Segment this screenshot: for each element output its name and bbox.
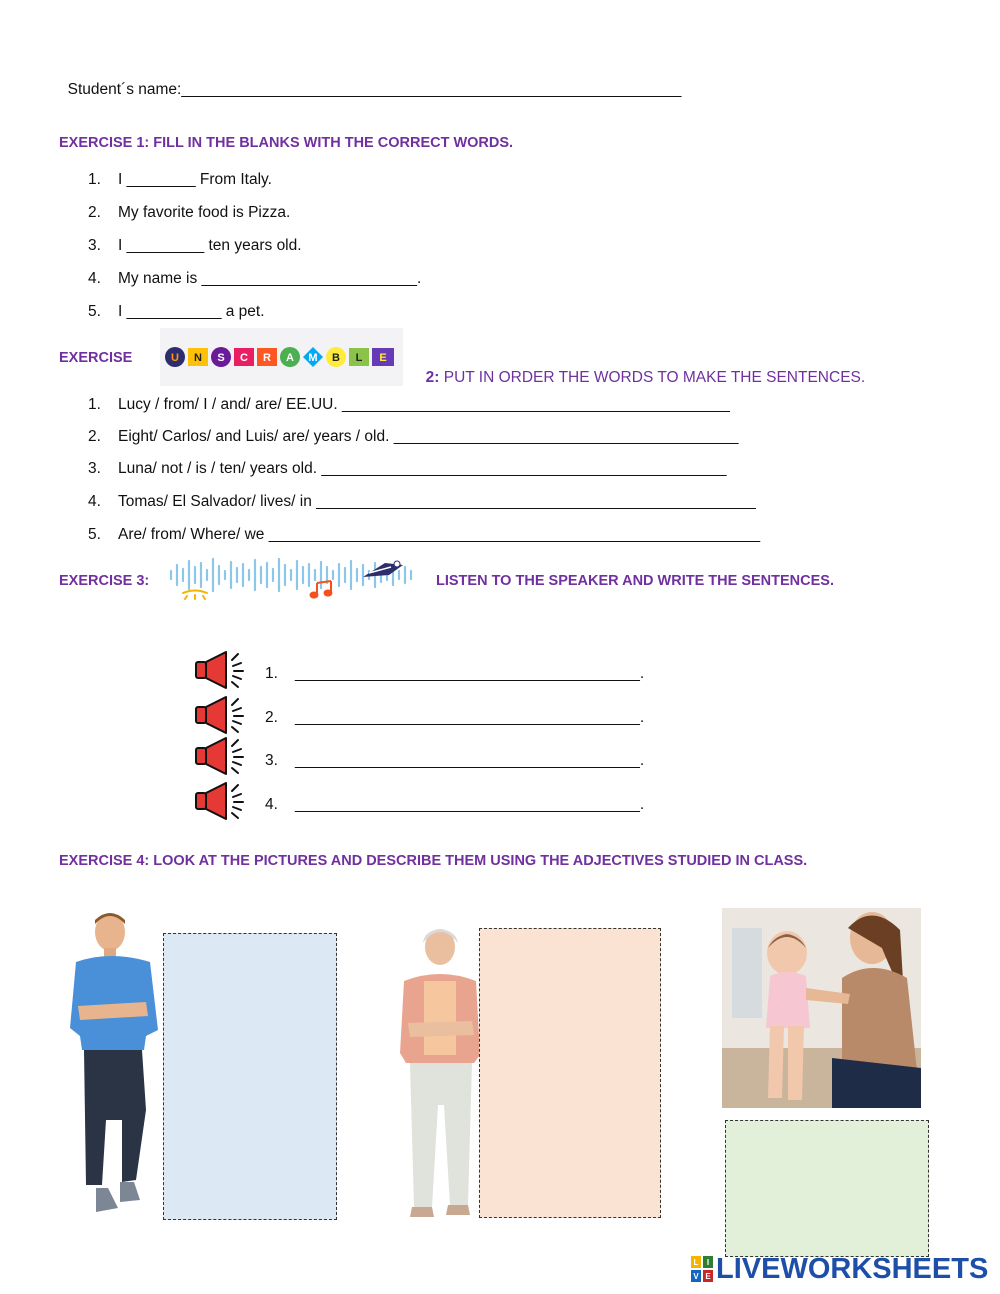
item-number: 4. — [265, 796, 278, 813]
student-name-blank[interactable]: __________________________________________________________ — [181, 81, 682, 98]
answer-line[interactable]: ________________________________________. — [295, 752, 645, 769]
exercise1-item[interactable] — [88, 236, 302, 256]
liveworksheets-logo-icon — [691, 1256, 713, 1282]
exercise3-item[interactable] — [265, 795, 644, 815]
logo-letter: U — [171, 352, 179, 364]
speaker-button[interactable] — [192, 779, 254, 823]
item-number: 2. — [265, 709, 278, 726]
young-man-picture — [66, 910, 166, 1220]
item-text: My favorite food is Pizza. — [118, 204, 291, 221]
item-number: 2. — [88, 428, 101, 445]
exercise2-instruction: PUT IN ORDER THE WORDS TO MAKE THE SENTENCES. — [443, 369, 866, 386]
exercise2-instruction-row — [417, 348, 865, 388]
speaker-icon[interactable] — [192, 648, 254, 692]
answer-line[interactable]: ________________________________________. — [295, 796, 645, 813]
item-number: 3. — [88, 460, 101, 477]
unscramble-logo-art — [160, 328, 403, 386]
item-number: 5. — [88, 526, 101, 543]
exercise2-number: 2: — [425, 369, 440, 386]
exercise3-item[interactable] — [265, 708, 644, 728]
item-text: I ________ From Italy. — [118, 171, 272, 188]
answer-box-mother-baby[interactable] — [725, 1120, 929, 1257]
logo-letter: V — [693, 1272, 699, 1281]
exercise3-instruction: LISTEN TO THE SPEAKER AND WRITE THE SENTENCES. — [436, 573, 834, 589]
exercise2-item[interactable] — [88, 459, 727, 479]
elderly-woman-picture — [398, 925, 483, 1220]
answer-line[interactable]: ________________________________________. — [295, 665, 645, 682]
student-name-row — [59, 60, 681, 100]
exercise1-title: EXERCISE 1: FILL IN THE BLANKS WITH THE CORRECT WORDS. — [59, 135, 514, 151]
answer-box-young-man[interactable] — [163, 933, 337, 1220]
item-number: 4. — [88, 493, 101, 510]
item-number: 3. — [88, 237, 101, 254]
item-text: Tomas/ El Salvador/ lives/ in ___________________________________________________ — [118, 493, 756, 510]
logo-letter: A — [286, 352, 294, 364]
item-number: 1. — [88, 171, 101, 188]
item-text: Eight/ Carlos/ and Luis/ are/ years / old. ________________________________________ — [118, 428, 739, 445]
mother-baby-picture — [722, 908, 921, 1108]
speaker-button[interactable] — [192, 734, 254, 778]
exercise2-label: EXERCISE — [59, 350, 133, 366]
liveworksheets-logo — [691, 1256, 713, 1282]
unscramble-logo — [160, 328, 403, 386]
exercise2-item[interactable] — [88, 492, 756, 512]
speaker-icon[interactable] — [192, 779, 254, 823]
logo-letter: E — [379, 352, 387, 364]
exercise4-title: EXERCISE 4: LOOK AT THE PICTURES AND DESCRIBE THEM USING THE ADJECTIVES STUDIED IN CLASS. — [59, 853, 808, 869]
logo-letter: N — [194, 352, 202, 364]
item-number: 3. — [265, 752, 278, 769]
answer-line[interactable]: ________________________________________. — [295, 709, 645, 726]
exercise1-item[interactable] — [88, 203, 290, 223]
liveworksheets-brand[interactable]: LIVEWORKSHEETS — [716, 1253, 989, 1285]
item-number: 1. — [265, 665, 278, 682]
exercise2-item[interactable] — [88, 395, 730, 415]
speaker-icon[interactable] — [192, 734, 254, 778]
item-text: Are/ from/ Where/ we _________________________________________________________ — [118, 526, 761, 543]
speaker-icon[interactable] — [192, 693, 254, 737]
exercise1-item[interactable] — [88, 302, 265, 322]
item-number: 4. — [88, 270, 101, 287]
answer-box-elderly-woman[interactable] — [479, 928, 661, 1218]
item-text: Luna/ not / is / ten/ years old. _______________________________________________ — [118, 460, 727, 477]
exercise3-item[interactable] — [265, 751, 644, 771]
logo-letter: M — [308, 352, 318, 364]
logo-letter: L — [693, 1258, 699, 1267]
young-man-illustration — [66, 910, 166, 1220]
item-text: I ___________ a pet. — [118, 303, 265, 320]
speaker-button[interactable] — [192, 693, 254, 737]
item-number: 1. — [88, 396, 101, 413]
student-name-label: Student´s name: — [67, 81, 182, 98]
logo-letter: L — [355, 352, 363, 364]
elderly-woman-illustration — [398, 925, 483, 1220]
exercise1-item[interactable] — [88, 170, 272, 190]
logo-letter: B — [332, 352, 340, 364]
exercise1-item[interactable] — [88, 269, 421, 289]
sound-wave-image — [165, 555, 425, 600]
exercise3-label: EXERCISE 3: — [59, 573, 150, 589]
item-text: My name is _________________________. — [118, 270, 422, 287]
sound-wave-icon — [165, 555, 425, 600]
logo-letter: S — [217, 352, 225, 364]
item-text: I _________ ten years old. — [118, 237, 302, 254]
logo-letter: R — [263, 352, 271, 364]
item-number: 5. — [88, 303, 101, 320]
item-number: 2. — [88, 204, 101, 221]
exercise2-item[interactable] — [88, 525, 760, 545]
logo-letter: E — [705, 1272, 711, 1281]
exercise2-item[interactable] — [88, 427, 739, 447]
logo-letter: C — [240, 352, 248, 364]
logo-letter: I — [706, 1258, 710, 1267]
exercise3-item[interactable] — [265, 664, 644, 684]
mother-baby-illustration — [722, 908, 921, 1108]
item-text: Lucy / from/ I / and/ are/ EE.UU. _____________________________________________ — [118, 396, 730, 413]
speaker-button[interactable] — [192, 648, 254, 692]
